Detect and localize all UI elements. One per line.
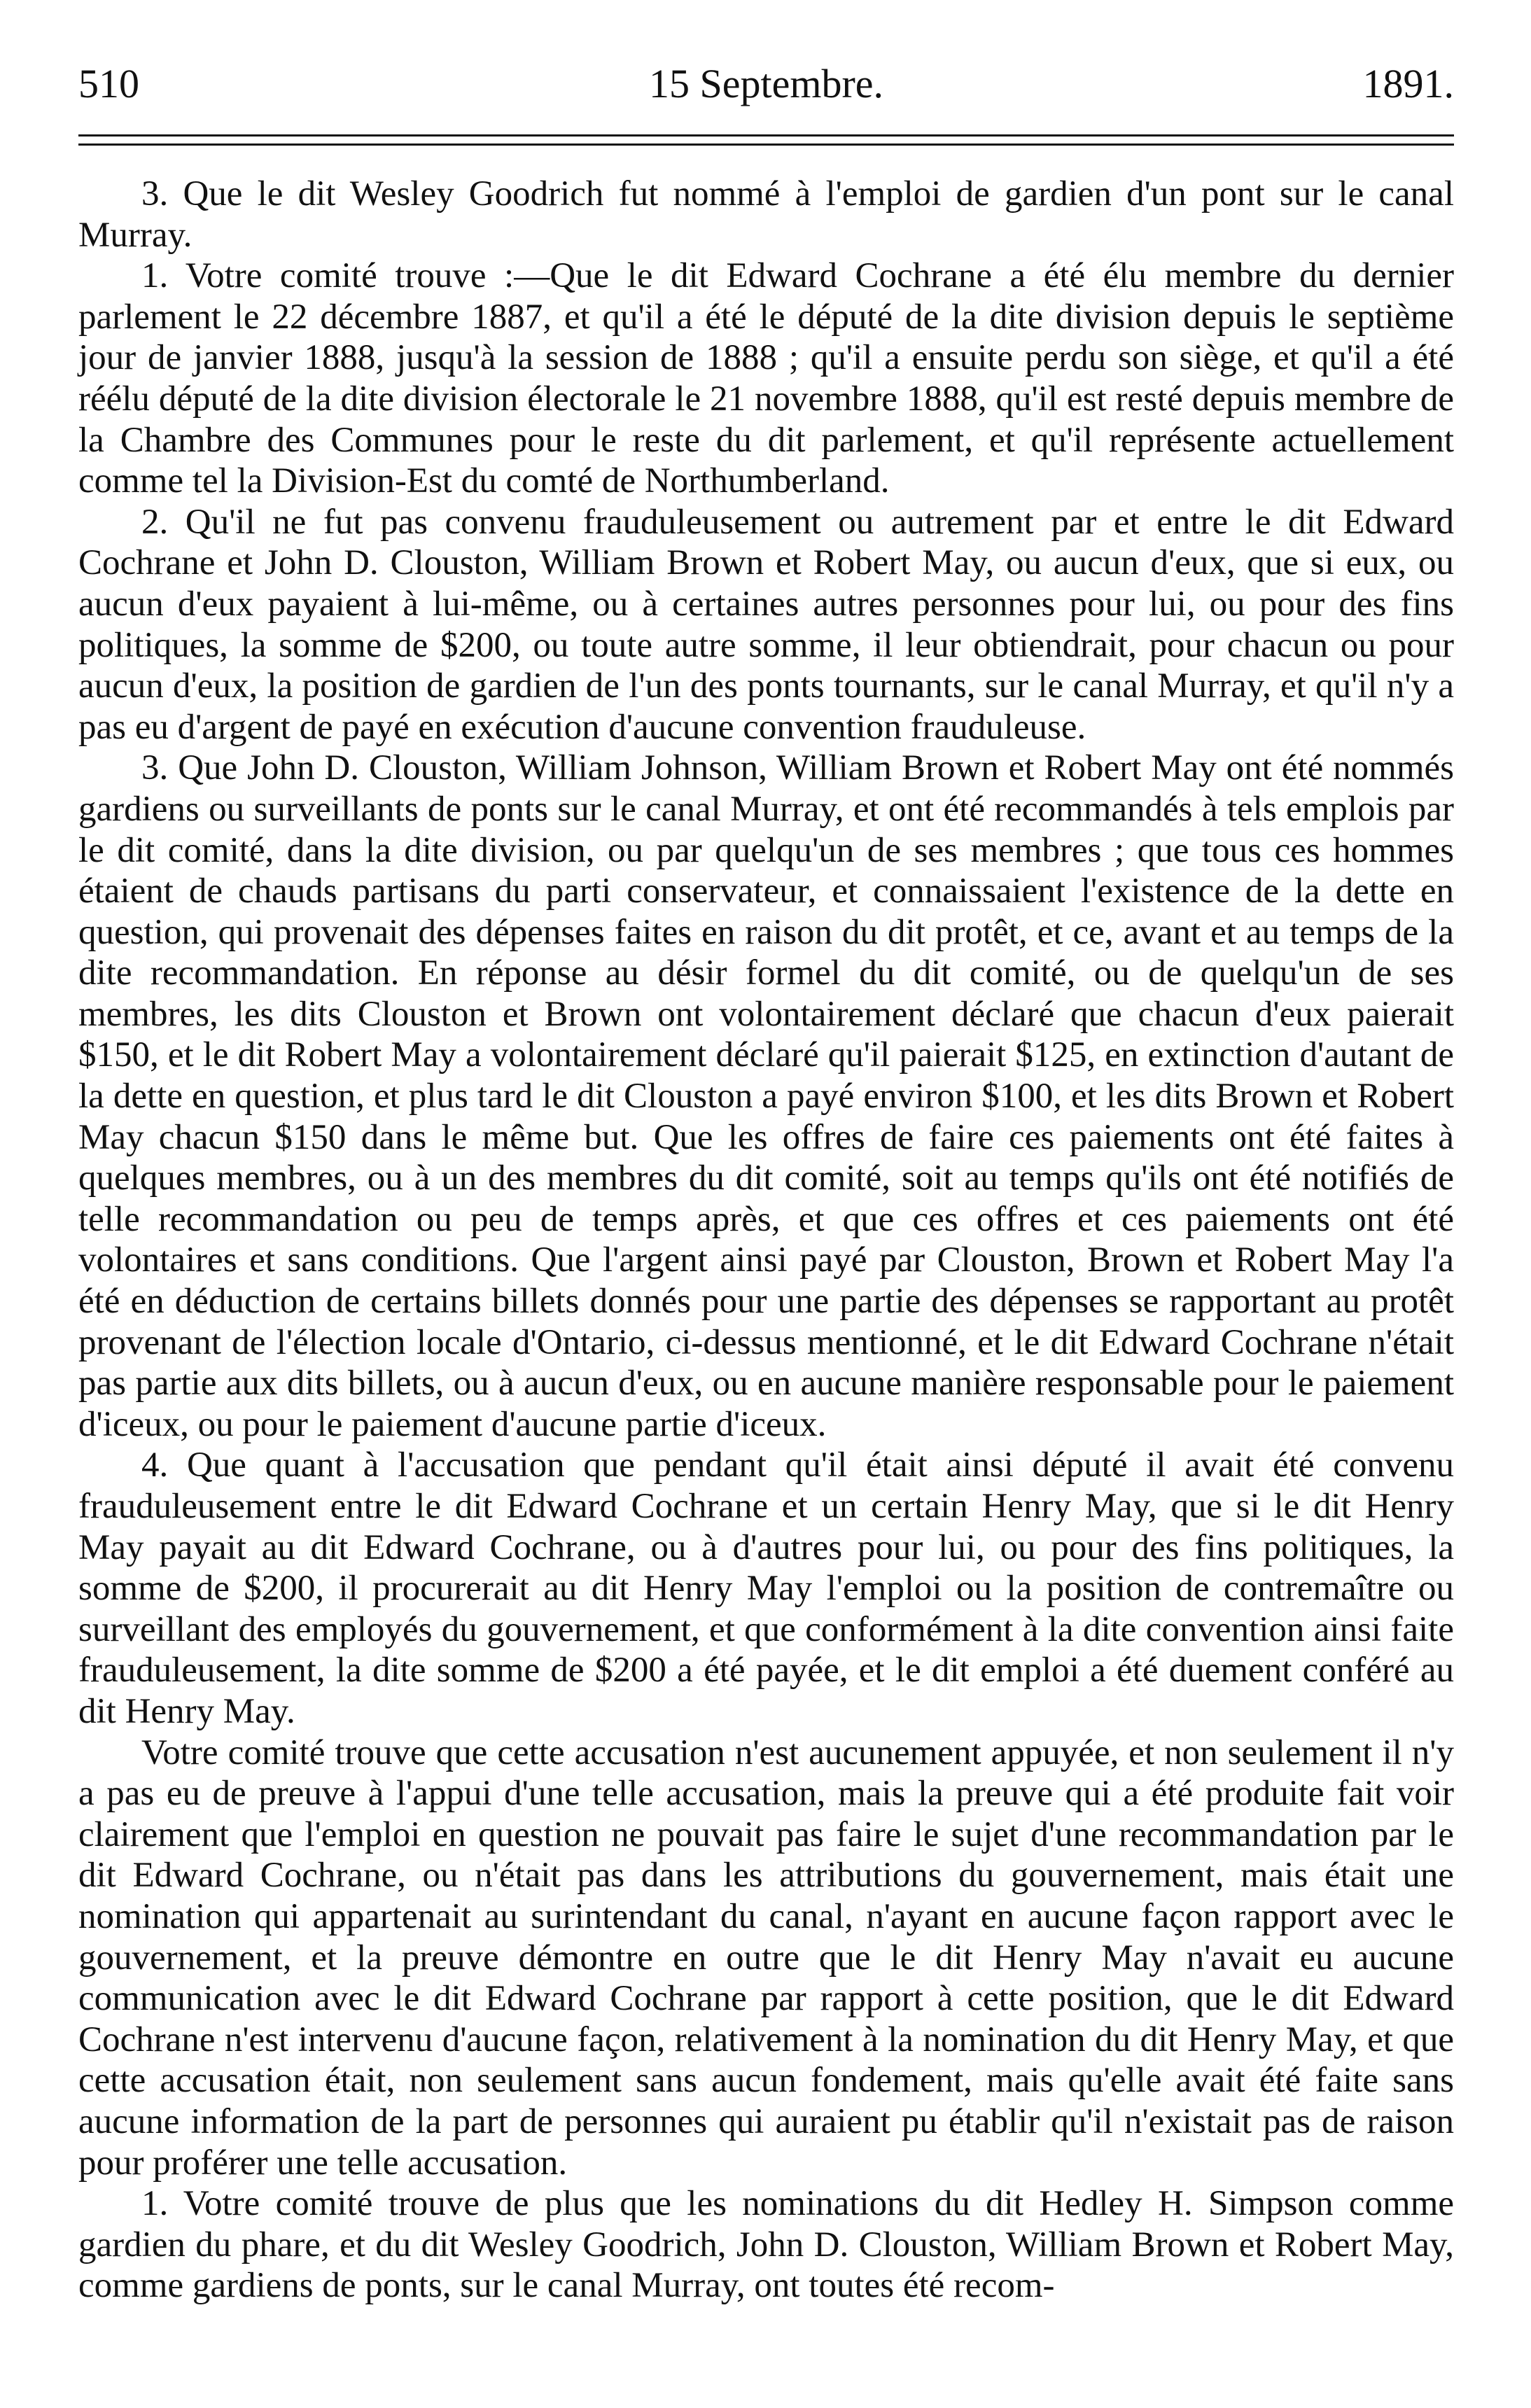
page-number: 510 <box>78 61 139 106</box>
paragraph: 2. Qu'il ne fut pas convenu frauduleusement ou autrement par et entre le dit Edward Cochrane et John D. Clouston, William Brown et Robert May, ou aucun d'eux, que si eux, ou aucun d'eux payaient à lui-même, ou à certaines autres personnes pour lui, ou pour des fins politiques, la somme de $200, ou toute autre somme, il leur obtiendrait, pour chacun ou pour aucun d'eux, la position de gardien de l'un des ponts tournants, sur le canal Murray, et qu'il n'y a pas eu d'argent de payé en exécution d'aucune convention frauduleuse. <box>78 502 1454 747</box>
paragraph: 1. Votre comité trouve de plus que les nominations du dit Hedley H. Simpson comme gardien du phare, et du dit Wesley Goodrich, John D. Clouston, William Brown et Robert May, comme gardiens de ponts, sur le canal Murray, ont toutes été recom- <box>78 2184 1454 2306</box>
page-date-title: 15 Septembre. <box>648 61 884 106</box>
document-body <box>78 174 1454 2306</box>
document-page <box>78 49 1454 2380</box>
paragraph: 1. Votre comité trouve :—Que le dit Edward Cochrane a été élu membre du dernier parlement le 22 décembre 1887, et qu'il a été le député de la dite division depuis le septième jour de janvier 1888, jusqu'à la session de 1888 ; qu'il a ensuite perdu son siège, et qu'il a été réélu député de la dite division électorale le 21 novembre 1888, qu'il est resté depuis membre de la Chambre des Communes pour le reste du dit parlement, et qu'il représente actuellement comme tel la Division-Est du comté de Northumberland. <box>78 256 1454 501</box>
paragraph: Votre comité trouve que cette accusation n'est aucunement appuyée, et non seulement il n'y a pas eu de preuve à l'appui d'une telle accusation, mais la preuve qui a été produite fait voir clairement que l'emploi en question ne pouvait pas faire le sujet d'une recommandation par le dit Edward Cochrane, ou n'était pas dans les attributions du gouvernement, mais était une nomination qui appartenait au surintendant du canal, n'ayant en aucune façon rapport avec le gouvernement, et la preuve démontre en outre que le dit Henry May n'avait eu aucune communication avec le dit Edward Cochrane par rapport à cette position, que le dit Edward Cochrane n'est intervenu d'aucune façon, relativement à la nomination du dit Henry May, et que cette accusation était, non seulement sans aucun fondement, mais qu'elle avait été faite sans aucune information de la part de personnes qui auraient pu établir qu'il n'existait pas de raison pour proférer une telle accusation. <box>78 1732 1454 2183</box>
paragraph: 3. Que John D. Clouston, William Johnson, William Brown et Robert May ont été nommés gardiens ou surveillants de ponts sur le canal Murray, et ont été recommandés à tels emplois par le dit comité, dans la dite division, ou par quelqu'un de ses membres ; que tous ces hommes étaient de chauds partisans du parti conservateur, et connaissaient l'existence de la dette en question, qui provenait des dépenses faites en raison du dit protêt, et ce, avant et au temps de la dite recommandation. En réponse au désir formel du dit comité, ou de quelqu'un de ses membres, les dits Clouston et Brown ont volontairement déclaré que chacun d'eux paierait $150, et le dit Robert May a volontairement déclaré qu'il paierait $125, en extinction d'autant de la dette en question, et plus tard le dit Clouston a payé environ $100, et les dits Brown et Robert May chacun $150 dans le même but. Que les offres de faire ces paiements ont été faites à quelques membres, ou à un des membres du dit comité, soit au temps qu'ils ont été notifiés de telle recommandation ou peu de temps après, et que ces offres et ces paiements ont été volontaires et sans conditions. Que l'argent ainsi payé par Clouston, Brown et Robert May l'a été en déduction de certains billets donnés pour une partie des dépenses se rapportant au protêt provenant de l'élection locale d'Ontario, ci-dessus mentionné, et le dit Edward Cochrane n'était pas partie aux dits billets, ou à aucun d'eux, ou en aucune manière responsable pour le paiement d'iceux, ou pour le paiement d'aucune partie d'iceux. <box>78 748 1454 1444</box>
paragraph: 3. Que le dit Wesley Goodrich fut nommé à l'emploi de gardien d'un pont sur le canal Murray. <box>78 174 1454 255</box>
header-double-rule <box>78 134 1454 146</box>
page-year: 1891. <box>1362 61 1454 106</box>
paragraph: 4. Que quant à l'accusation que pendant qu'il était ainsi député il avait été convenu frauduleusement entre le dit Edward Cochrane et un certain Henry May, que si le dit Henry May payait au dit Edward Cochrane, ou à d'autres pour lui, ou pour des fins politiques, la somme de $200, il procurerait au dit Henry May l'emploi ou la position de contremaître ou surveillant des employés du gouvernement, et que conformément à la dite convention ainsi faite frauduleusement, la dite somme de $200 a été payée, et le dit emploi a été duement conféré au dit Henry May. <box>78 1446 1454 1731</box>
page-header <box>78 49 1454 119</box>
